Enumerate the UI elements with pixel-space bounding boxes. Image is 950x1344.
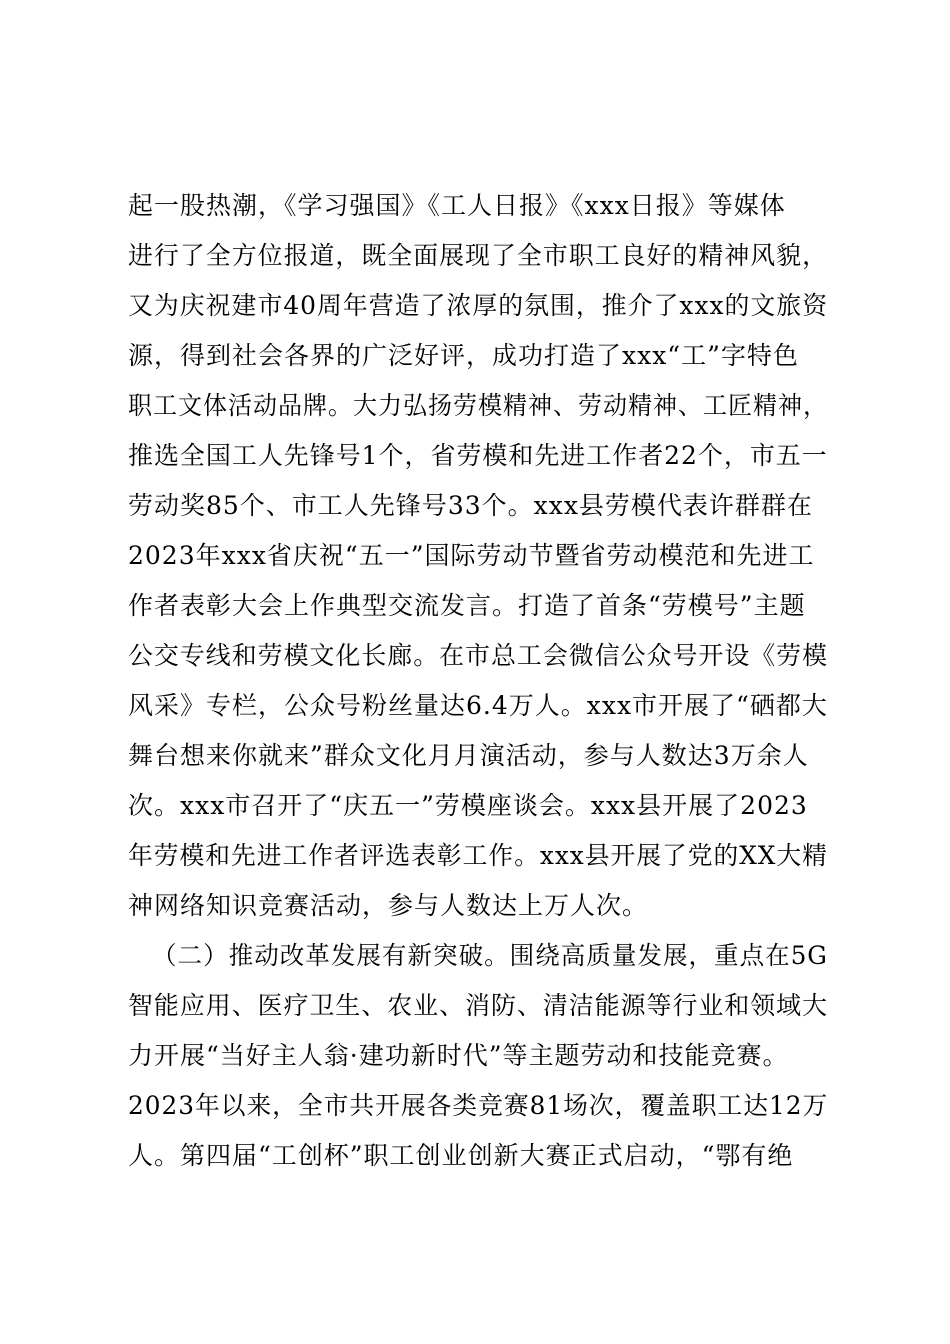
text-line: 起一股热潮，《学习强国》《工人日报》《xxx日报》等媒体	[128, 191, 786, 220]
text-line: 智能应用、医疗卫生、农业、消防、清洁能源等行业和领域大	[128, 991, 829, 1020]
paragraph-first-line: （二）推动改革发展有新突破。围绕高质量发展，重点在5G	[152, 941, 828, 970]
text-line: 舞台想来你就来”群众文化月月演活动，参与人数达3万余人	[128, 741, 809, 770]
text-line: 职工文体活动品牌。大力弘扬劳模精神、劳动精神、工匠精神，	[128, 391, 828, 420]
text-line: 又为庆祝建市40周年营造了浓厚的氛围，推介了xxx的文旅资	[128, 291, 829, 320]
text-line: 力开展“当好主人翁·建功新时代”等主题劳动和技能竞赛。	[128, 1041, 789, 1070]
text-line: 风采》专栏，公众号粉丝量达6.4万人。xxx市开展了“硒都大	[128, 691, 828, 720]
text-line: 神网络知识竞赛活动，参与人数达上万人次。	[128, 891, 649, 920]
text-line: 2023年xxx省庆祝“五一”国际劳动节暨省劳动模范和先进工	[128, 541, 815, 570]
text-line: 推选全国工人先锋号1个，省劳模和先进工作者22个，市五一	[128, 441, 828, 470]
text-line: 源，得到社会各界的广泛好评，成功打造了xxx“工”字特色	[128, 341, 799, 370]
text-line: 劳动奖85个、市工人先锋号33个。xxx县劳模代表许群群在	[128, 491, 813, 520]
text-line: 进行了全方位报道，既全面展现了全市职工良好的精神风貌，	[128, 241, 829, 270]
text-line: 人。第四届“工创杯”职工创业创新大赛正式启动，“鄂有绝	[128, 1141, 794, 1170]
text-line: 作者表彰大会上作典型交流发言。打造了首条“劳模号”主题	[128, 591, 806, 620]
text-line: 公交专线和劳模文化长廊。在市总工会微信公众号开设《劳模	[128, 641, 829, 670]
text-line: 年劳模和先进工作者评选表彰工作。xxx县开展了党的XX大精	[128, 841, 828, 870]
text-line: 2023年以来，全市共开展各类竞赛81场次，覆盖职工达12万	[128, 1091, 829, 1120]
text-line: 次。xxx市召开了“庆五一”劳模座谈会。xxx县开展了2023	[128, 791, 808, 820]
